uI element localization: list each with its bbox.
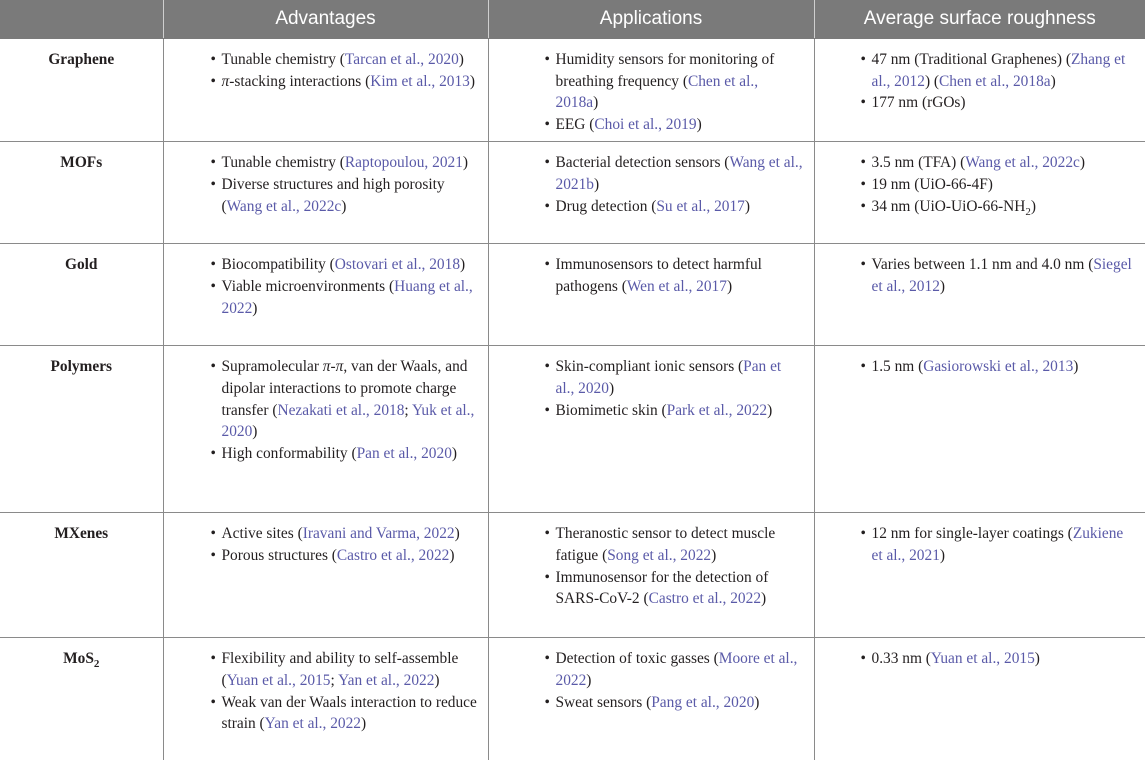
table-row-mxenes: [0, 513, 1145, 638]
list-item: [211, 152, 478, 174]
citation-link[interactable]: Zhang et al., 2012: [871, 51, 1126, 90]
item-text: Humidity sensors for monitoring of breathing frequency (: [555, 51, 775, 90]
applications-cell: [488, 142, 814, 244]
citation-link[interactable]: Chen et al., 2018a: [555, 72, 759, 112]
item-text: ): [744, 197, 750, 215]
item-text: Theranostic sensor to detect muscle fatigue (: [555, 525, 776, 564]
material-name: Graphene: [0, 39, 163, 142]
roughness-cell: [814, 346, 1145, 513]
applications-cell: [488, 346, 814, 513]
item-text: Supramolecular: [221, 358, 323, 376]
citation-link[interactable]: Yan et al., 2022: [264, 715, 362, 733]
bullet-icon: •: [860, 256, 866, 274]
item-text: ): [454, 525, 460, 543]
bullet-icon: •: [210, 444, 216, 462]
list-item: [545, 49, 804, 114]
header-advantages: Advantages: [163, 0, 488, 39]
bullet-icon: •: [544, 358, 550, 376]
list-item: [211, 254, 478, 276]
table-row-polymers: [0, 346, 1145, 513]
list-item: [545, 567, 804, 610]
list-item: [545, 523, 804, 566]
citation-link[interactable]: Park et al., 2022: [666, 401, 768, 419]
item-text: ;: [404, 401, 412, 419]
item-text: ): [1079, 154, 1085, 172]
bullet-icon: •: [860, 358, 866, 376]
bullet-icon: •: [860, 51, 866, 68]
citation-link[interactable]: Siegel et al., 2012: [871, 256, 1132, 295]
item-text: ): [767, 401, 773, 419]
list-item: [861, 254, 1136, 297]
list-item: [545, 400, 804, 422]
list-item: [211, 71, 478, 93]
list-item: [211, 443, 478, 465]
applications-cell: [488, 638, 814, 760]
item-text: ): [434, 671, 440, 689]
citation-link[interactable]: Castro et al., 2022: [648, 590, 762, 608]
citation-link[interactable]: Pan et al., 2020: [356, 444, 452, 462]
applications-cell: [488, 39, 814, 142]
item-text: ): [726, 277, 733, 295]
item-text: 12 nm for single-layer coatings (: [871, 525, 1073, 543]
list-item: [861, 648, 1136, 670]
item-text: ): [754, 693, 760, 711]
table-row-mofs: [0, 142, 1145, 244]
list-item: [211, 545, 478, 567]
list-item: [211, 692, 478, 735]
item-text: 19 nm (UiO-66-4F): [871, 175, 993, 193]
item-text: ): [451, 444, 458, 462]
item-text: Viable microenvironments (: [221, 277, 395, 295]
list-item: [861, 152, 1136, 174]
item-text: ) (: [924, 72, 940, 90]
citation-link[interactable]: Tarcan et al., 2020: [344, 51, 459, 68]
citation-link[interactable]: Wang et al., 2021b: [555, 154, 803, 193]
citation-link[interactable]: Zukiene et al., 2021: [871, 525, 1124, 564]
item-text: Biomimetic skin (: [555, 401, 667, 419]
bullet-icon: •: [210, 51, 216, 68]
advantages-cell: [163, 513, 488, 638]
citation-link[interactable]: Huang et al., 2022: [221, 277, 473, 317]
table-row-gold: [0, 244, 1145, 346]
bullet-icon: •: [544, 51, 550, 68]
item-text: 3.5 nm (TFA) (: [871, 154, 966, 172]
citation-link[interactable]: Kim et al., 2013: [370, 72, 470, 90]
item-text: 0.33 nm (: [871, 650, 931, 668]
list-item: [545, 114, 804, 136]
item-text: Immunosensors to detect harmful pathogens (: [555, 256, 762, 295]
header-applications: Applications: [488, 0, 814, 39]
item-text: ): [711, 546, 717, 564]
list-item: [861, 92, 1136, 114]
bullet-icon: •: [544, 256, 550, 274]
bullet-icon: •: [544, 197, 550, 215]
item-text: ): [252, 423, 258, 441]
header-material: [0, 0, 163, 39]
bullet-icon: •: [210, 72, 216, 90]
header-row: [0, 0, 1145, 39]
bullet-icon: •: [544, 650, 550, 668]
bullet-icon: •: [544, 525, 550, 543]
item-text: ): [1030, 197, 1037, 215]
citation-link[interactable]: Yuan et al., 2015: [226, 671, 331, 689]
item-text: 177 nm (rGOs): [871, 94, 966, 112]
list-item: [211, 523, 478, 545]
citation-link[interactable]: Castro et al., 2022: [336, 546, 450, 564]
citation-link[interactable]: Iravani and Varma, 2022: [302, 525, 455, 543]
citation-link[interactable]: Yuan et al., 2015: [930, 650, 1035, 668]
list-item: [545, 356, 804, 399]
item-text: Tunable chemistry (: [221, 154, 345, 172]
item-text: ): [1050, 72, 1056, 90]
citation-link[interactable]: Raptopoulou, 2021: [344, 154, 463, 172]
roughness-cell: [814, 638, 1145, 760]
roughness-cell: [814, 142, 1145, 244]
subscript-text: 2: [1025, 205, 1031, 218]
item-text: ): [1034, 650, 1040, 668]
citation-link[interactable]: Pan et al., 2020: [555, 358, 782, 397]
bullet-icon: •: [544, 115, 550, 133]
bullet-icon: •: [210, 256, 216, 274]
item-text: High conformability (: [221, 444, 357, 462]
bullet-icon: •: [860, 525, 866, 543]
bullet-icon: •: [544, 693, 550, 711]
bullet-icon: •: [544, 401, 550, 419]
citation-link[interactable]: Wang et al., 2022c: [965, 154, 1080, 172]
list-item: [861, 356, 1136, 378]
list-item: [861, 174, 1136, 196]
item-text: EEG (: [555, 115, 595, 133]
item-text: ): [608, 379, 615, 397]
bullet-icon: •: [544, 154, 550, 172]
list-item: [545, 254, 804, 297]
item-text: ): [458, 51, 464, 68]
item-text: ): [469, 72, 476, 90]
item-text: ): [252, 299, 258, 317]
item-text: 1.5 nm (: [871, 358, 924, 376]
item-text: π: [221, 72, 230, 90]
citation-link[interactable]: Wen et al., 2017: [626, 277, 727, 295]
citation-link[interactable]: Song et al., 2022: [607, 546, 712, 564]
citation-link[interactable]: Yan et al., 2022: [338, 671, 435, 689]
item-text: Sweat sensors (: [555, 693, 652, 711]
bullet-icon: •: [860, 650, 866, 668]
item-text: ): [939, 277, 946, 295]
bullet-icon: •: [210, 175, 216, 193]
item-text: -stacking interactions (: [229, 72, 371, 90]
citation-link[interactable]: Moore et al., 2022: [555, 650, 798, 689]
bullet-icon: •: [210, 650, 216, 668]
table-row-graphene: [0, 39, 1145, 142]
table-row-mos2: [0, 638, 1145, 760]
list-item: [211, 174, 478, 217]
citation-link[interactable]: Su et al., 2017: [656, 197, 745, 215]
bullet-icon: •: [210, 277, 216, 295]
bullet-icon: •: [860, 154, 866, 172]
material-subscript: 2: [93, 658, 100, 671]
item-text: ): [1073, 358, 1079, 376]
list-item: [211, 49, 478, 71]
item-text: Flexibility and ability to self-assemble (: [221, 650, 459, 689]
roughness-cell: [814, 244, 1145, 346]
bullet-icon: •: [210, 358, 216, 376]
item-text: Tunable chemistry (: [221, 51, 345, 68]
item-text: 34 nm (UiO-UiO-66-NH: [871, 197, 1026, 215]
bullet-icon: •: [860, 94, 866, 112]
list-item: [861, 523, 1136, 566]
material-name: MoS$_2$: [0, 638, 163, 760]
advantages-cell: [163, 346, 488, 513]
material-name: Gold: [0, 244, 163, 346]
citation-link[interactable]: Yuk et al., 2020: [221, 401, 475, 441]
advantages-cell: [163, 39, 488, 142]
item-text: ): [696, 115, 702, 133]
bullet-icon: •: [210, 546, 216, 564]
item-text: ): [593, 94, 599, 112]
citation-link[interactable]: Gasiorowski et al., 2013: [923, 358, 1074, 376]
item-text: Immunosensor for the detection of SARS-CoV-2 (: [555, 568, 769, 608]
advantages-cell: [163, 142, 488, 244]
citation-link[interactable]: Chen et al., 2018a: [939, 72, 1051, 90]
item-text: Biocompatibility (: [221, 256, 335, 274]
list-item: [211, 276, 478, 319]
item-text: Diverse structures and high porosity (: [221, 175, 445, 215]
header-average-surface-roughness: Average surface roughness: [814, 0, 1145, 39]
item-text: ;: [330, 671, 339, 689]
citation-link[interactable]: Wang et al., 2022c: [226, 197, 342, 215]
material-name: Polymers: [0, 346, 163, 513]
roughness-cell: [814, 513, 1145, 638]
bullet-icon: •: [210, 154, 216, 172]
item-text: π-π: [322, 358, 344, 376]
bullet-icon: •: [860, 197, 866, 215]
item-text: Detection of toxic gasses (: [555, 650, 719, 668]
list-item: [545, 692, 804, 714]
item-text: , van der Waals, and dipolar interactions to promote charge transfer (: [221, 358, 468, 419]
item-text: ): [939, 546, 946, 564]
bullet-icon: •: [210, 693, 216, 711]
list-item: [545, 196, 804, 218]
item-text: ): [460, 256, 466, 274]
item-text: Porous structures (: [221, 546, 337, 564]
list-item: [211, 648, 478, 691]
applications-cell: [488, 513, 814, 638]
bullet-icon: •: [210, 525, 216, 543]
item-text: ): [761, 590, 767, 608]
roughness-cell: [814, 39, 1145, 142]
item-text: ): [449, 546, 455, 564]
advantages-cell: [163, 638, 488, 760]
advantages-cell: [163, 244, 488, 346]
item-text: ): [593, 175, 600, 193]
citation-link[interactable]: Pang et al., 2020: [651, 693, 755, 711]
item-text: ): [361, 715, 367, 733]
item-text: Varies between 1.1 nm and 4.0 nm (: [871, 256, 1094, 274]
item-text: Active sites (: [221, 525, 303, 543]
citation-link[interactable]: Choi et al., 2019: [594, 115, 697, 133]
item-text: Skin-compliant ionic sensors (: [555, 358, 744, 376]
item-text: ): [341, 197, 347, 215]
list-item: [211, 356, 478, 442]
item-text: ): [586, 671, 592, 689]
item-text: 47 nm (Traditional Graphenes) (: [871, 51, 1071, 68]
list-item: [545, 648, 804, 691]
applications-cell: [488, 244, 814, 346]
citation-link[interactable]: Nezakati et al., 2018: [277, 401, 405, 419]
material-name: MXenes: [0, 513, 163, 638]
bullet-icon: •: [544, 568, 550, 586]
item-text: ): [462, 154, 469, 172]
material-name: MOFs: [0, 142, 163, 244]
item-text: Drug detection (: [555, 197, 657, 215]
item-text: Bacterial detection sensors (: [555, 154, 730, 172]
bullet-icon: •: [860, 175, 866, 193]
list-item: [861, 49, 1136, 92]
citation-link[interactable]: Ostovari et al., 2018: [334, 256, 461, 274]
item-text: Weak van der Waals interaction to reduce strain (: [221, 693, 477, 733]
list-item: [545, 152, 804, 195]
list-item: [861, 196, 1136, 218]
